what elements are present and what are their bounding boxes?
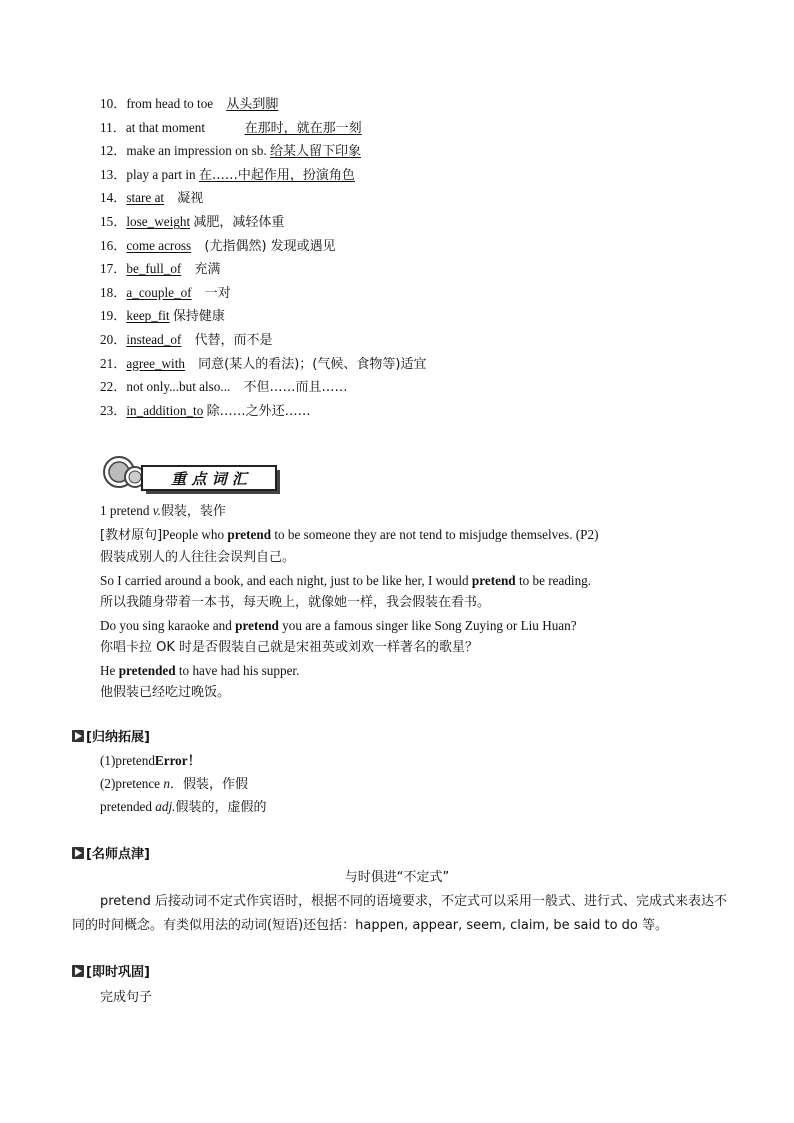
play-triangle-icon <box>72 965 84 977</box>
example-1-translation: 假装成别人的人往往会误判自己。 <box>100 550 296 565</box>
summary-line-3: pretended adj.假装的，虚假的 <box>100 799 267 815</box>
phrase-number: 19． <box>100 308 127 324</box>
example-4: He pretended to have had his supper. <box>100 662 300 678</box>
teacher-paragraph: pretend 后接动词不定式作宾语时，根据不同的语境要求，不定式可以采用一般式、进行式、完成式来表达不同的时间概念。有类似用法的动词(短语)还包括：happen, appear, seem, claim, be said to do 等。 <box>72 894 728 933</box>
phrase-item <box>100 354 426 378</box>
phrase-number: 22． <box>100 379 127 395</box>
play-triangle-icon <box>72 730 84 742</box>
phrase-item <box>100 118 426 142</box>
example-2: So I carried around a book, and each night, just to be like her, I would pretend to be reading. <box>100 572 592 588</box>
headword: pretend <box>109 503 150 518</box>
section-practice-heading: [即时巩固] <box>72 961 150 980</box>
phrase-english: come across <box>126 237 192 253</box>
phrase-number: 21． <box>100 355 127 371</box>
phrase-chinese: 凝视 <box>177 191 204 207</box>
phrase-number: 17． <box>100 261 127 277</box>
section-banner <box>100 455 282 497</box>
phrase-number: 10． <box>100 96 127 111</box>
phrase-chinese: (尤指偶然) 发现或遇见 <box>204 238 336 254</box>
phrase-number: 12． <box>100 143 127 159</box>
phrase-chinese: 保持健康 <box>172 309 225 325</box>
phrase-english: keep_fit <box>126 308 170 324</box>
phrase-number: 18． <box>100 284 127 300</box>
summary-block <box>100 750 266 820</box>
phrase-english: at that moment <box>125 119 205 135</box>
phrase-chinese: 除……之外还…… <box>206 403 311 419</box>
summary-line-1: (1)pretendError！ <box>100 753 201 768</box>
phrase-english: agree_with <box>126 355 185 371</box>
phrase-item <box>100 283 426 307</box>
banner-title: 重 点 词 汇 <box>171 470 247 488</box>
phrase-english: from head to toe <box>126 96 214 111</box>
phrase-chinese: 减肥，减轻体重 <box>193 214 285 230</box>
phrase-chinese: 从头到脚 <box>226 97 279 112</box>
phrase-chinese: 充满 <box>194 262 221 278</box>
phrase-number: 15． <box>100 213 127 229</box>
phrase-english: in_addition_to <box>126 402 204 418</box>
teacher-title: 与时俱进“不定式” <box>344 870 450 885</box>
example-4-translation: 他假装已经吃过晚饭。 <box>100 685 231 700</box>
phrase-chinese: 同意(某人的看法)；(气候、食物等)适宜 <box>198 356 427 372</box>
phrase-english: be_full_of <box>126 261 182 277</box>
entry-pretend <box>100 500 740 705</box>
phrase-item <box>100 259 426 283</box>
phrase-chinese: 在……中起作用，扮演角色 <box>198 167 355 183</box>
example-3-translation: 你唱卡拉 OK 时是否假装自己就是宋祖英或刘欢一样著名的歌星？ <box>100 640 479 655</box>
phrase-english: lose_weight <box>126 213 191 229</box>
play-triangle-icon <box>72 847 84 859</box>
phrase-english: make an impression on sb. <box>126 143 267 159</box>
phrase-item <box>100 236 426 260</box>
phrase-item <box>100 94 426 118</box>
phrase-english: not only...but also... <box>126 379 231 395</box>
example-1: [教材原句]People who pretend to be someone they are not tend to misjudge themselves. (P2) <box>100 526 599 543</box>
phrase-list <box>100 94 426 424</box>
phrase-number: 13． <box>100 166 127 182</box>
phrase-item <box>100 401 426 425</box>
phrase-item <box>100 330 426 354</box>
phrase-number: 11． <box>100 119 126 135</box>
example-3: Do you sing karaoke and pretend you are a famous singer like Song Zuying or Liu Huan? <box>100 617 577 633</box>
phrase-item <box>100 212 426 236</box>
phrase-chinese: 不但……而且…… <box>243 380 348 396</box>
phrase-chinese: 一对 <box>204 285 231 301</box>
phrase-chinese: 在那时，就在那一刻 <box>244 120 362 136</box>
phrase-item <box>100 377 426 401</box>
summary-line-2: (2)pretence n．假装，作假 <box>100 775 248 792</box>
example-2-translation: 所以我随身带着一本书，每天晚上，就像她一样，我会假装在看书。 <box>100 595 491 610</box>
phrase-english: play a part in <box>126 166 196 182</box>
practice-task: 完成句子 <box>100 990 153 1005</box>
phrase-number: 20． <box>100 331 127 347</box>
phrase-number: 14． <box>100 190 127 206</box>
phrase-chinese: 给某人留下印象 <box>269 144 361 160</box>
headword-line: 1 pretend v.假装，装作 <box>100 503 226 519</box>
section-summary-heading: [归纳拓展] <box>72 726 150 745</box>
phrase-item <box>100 165 426 189</box>
phrase-english: a_couple_of <box>126 284 192 300</box>
phrase-number: 16． <box>100 237 127 253</box>
phrase-english: instead_of <box>126 331 182 347</box>
phrase-item <box>100 141 426 165</box>
phrase-english: stare at <box>126 190 165 206</box>
phrase-number: 23． <box>100 402 127 418</box>
section-teacher-heading: [名师点津] <box>72 843 150 862</box>
phrase-chinese: 代替，而不是 <box>194 332 273 348</box>
phrase-item <box>100 306 426 330</box>
phrase-item <box>100 188 426 212</box>
